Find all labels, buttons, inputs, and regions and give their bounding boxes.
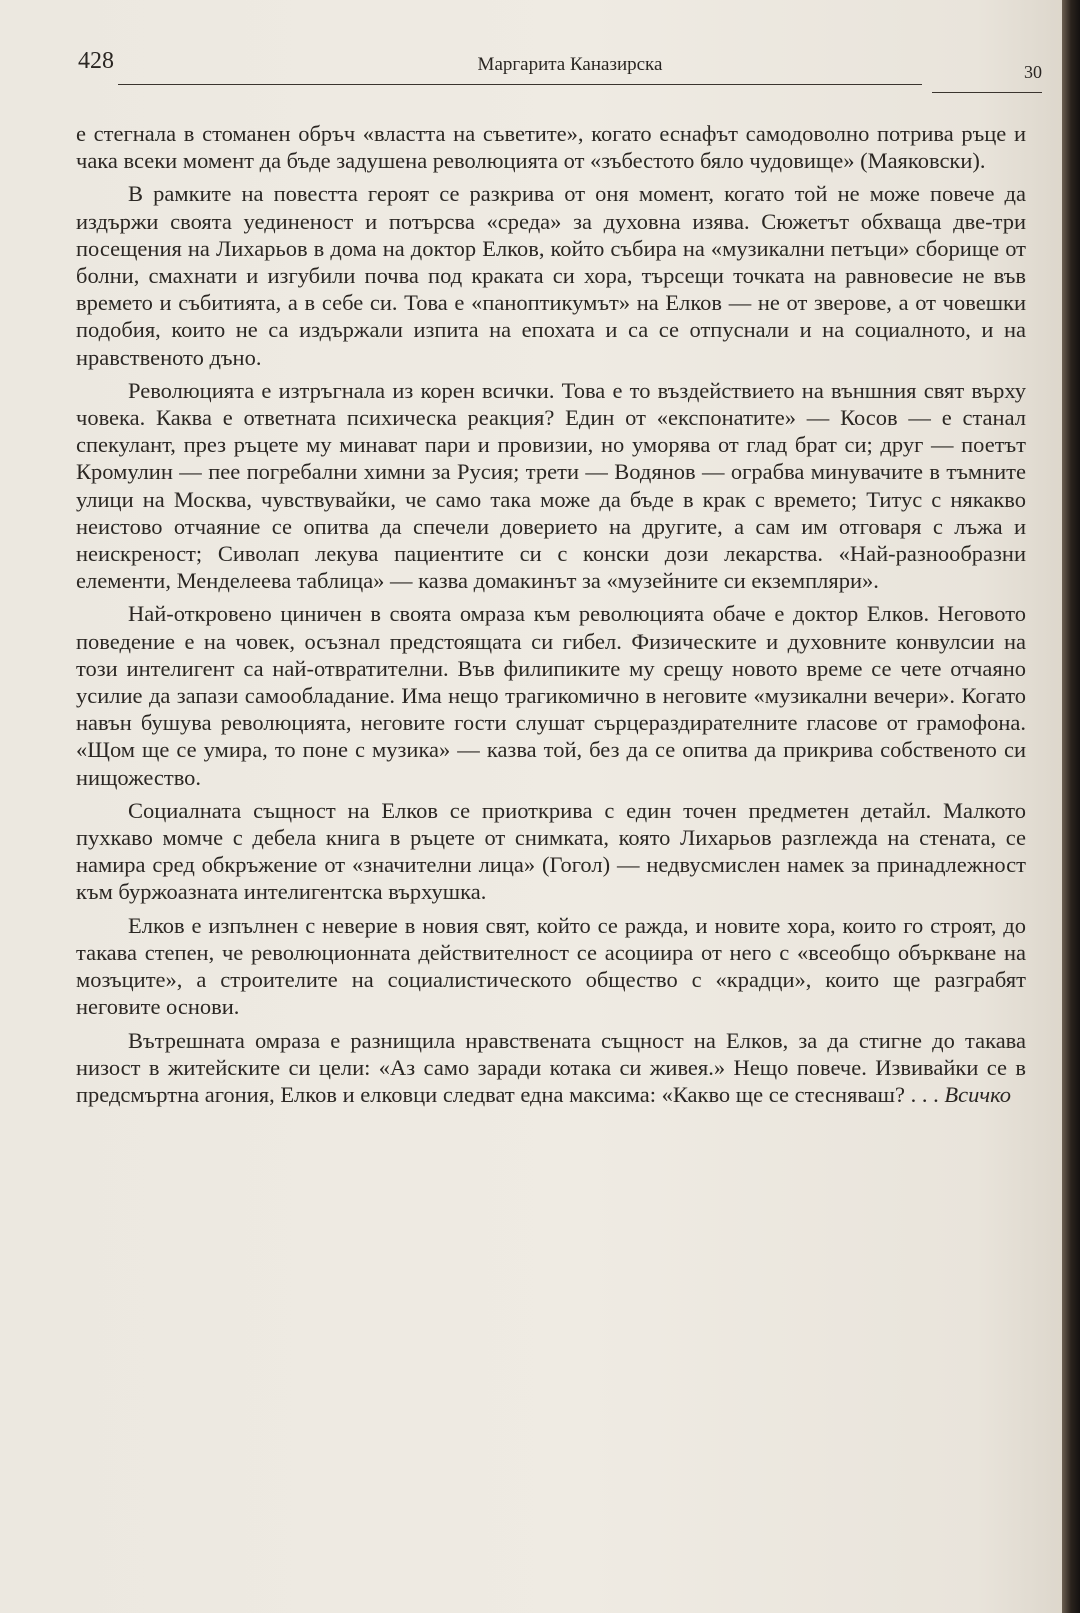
italic-word: Всичко [944,1081,1011,1107]
running-title [78,54,1042,76]
header-rule [118,84,922,85]
paragraph-last-text: Вътрешната омраза е разнищила нравствената същност на Елков, за да стигне до такава низост в житейските си цели: «Аз само заради котака си живея.» Нещо повече. Извивайки се в предсмъртна агония, Елков и елковци следват една максима: «Какво ще се стесняваш? . . . [76,1027,1026,1107]
paragraph: В рамките на повестта героят се разкрива от оня момент, когато той не може повече да издържи своята уединеност и потърсва «среда» за духовна изява. Сюжетът обхваща две-три посещения на Лихарьов в дома на доктор Елков, който събира на «музикални петъци» сборище от болни, смахнати и изгубили почва под краката си хора, търсещи точката на равновесие не във времето и събитията, а в себе си. Това е «паноптикумът» на Елков — не от зверове, а от човешки подобия, които не са издържали изпита на епохата и са се отпуснали и на социалното, и на нравственото дъно. [76,181,1026,370]
paragraph: Най-откровено циничен в своята омраза към революцията обаче е доктор Елков. Неговото поведение е на човек, осъзнал предстоящата си гибел. Физическите и духовните конвулсии на този интелигент са най-отвратителни. Във филипиките му срещу новото време се чете отчаяно усилие да запази самообладание. Има нещо трагикомично в неговите «музикални вечери». Когато навън бушува революцията, неговите гости слушат сърцераздирателните гласове от грамофона. «Щом ще се умира, то поне с музика» — казва той, без да се опитва да прикрива собственото си нищожество. [76,601,1026,790]
paragraph: Елков е изпълнен с неверие в новия свят, който се ражда, и новите хора, които го строят, до такава степен, че революционната действителност се асоциира от него с «всеобщо объркване на мозъците», а строителите на социалистическото общество с «крадци», които ще разграбят неговите основи. [76,912,1026,1020]
page-number: 428 [78,48,114,74]
body-text [76,120,1026,1114]
paragraph: Революцията е изтръгнала из корен всички. Това е то въздействието на външния свят върху човека. Каква е ответната психическа реакция? Един от «експонатите» — Косов — е станал спекулант, през ръцете му минават пари и провизии, но уморява от глад брат си; друг — поетът Кромулин — пее погребални химни за Русия; трети — Водянов — ограбва минувачите в тъмните улици на Москва, чувствувайки, че само така може да бъде в крак с времето; Титус с някакво неистово отчаяние се опитва да спечели доверието на другите, а сам им отговаря с лъжа и неискреност; Сиволап лекува пациентите си с конски дози лекарства. «Най-разнообразни елементи, Менделеева таблица» — казва домакинът за «музейните си екземпляри». [76,377,1026,594]
paragraph-last [76,1027,1026,1109]
page-header [78,40,1042,96]
header-rule-right [932,92,1042,93]
page-edge [1062,0,1080,1613]
chapter-number: 30 [1024,62,1042,82]
paragraph: е стегнала в стоманен обръч «властта на съветите», когато еснафът самодоволно потрива ръце и чака всеки момент да бъде задушена революцията от «зъбестото бяло чудовище» (Маяковски). [76,121,1026,174]
running-title-text: Маргарита Каназирска [477,54,663,75]
paragraph: Социалната същност на Елков се приоткрива с един точен предметен детайл. Малкото пухкаво момче с дебела книга в ръцете от снимката, която Лихарьов разглежда на стената, се намира сред обкръжение от «значителни лица» (Гогол) — недвусмислен намек за принадлежност към буржоазната интелигентска върхушка. [76,797,1026,905]
